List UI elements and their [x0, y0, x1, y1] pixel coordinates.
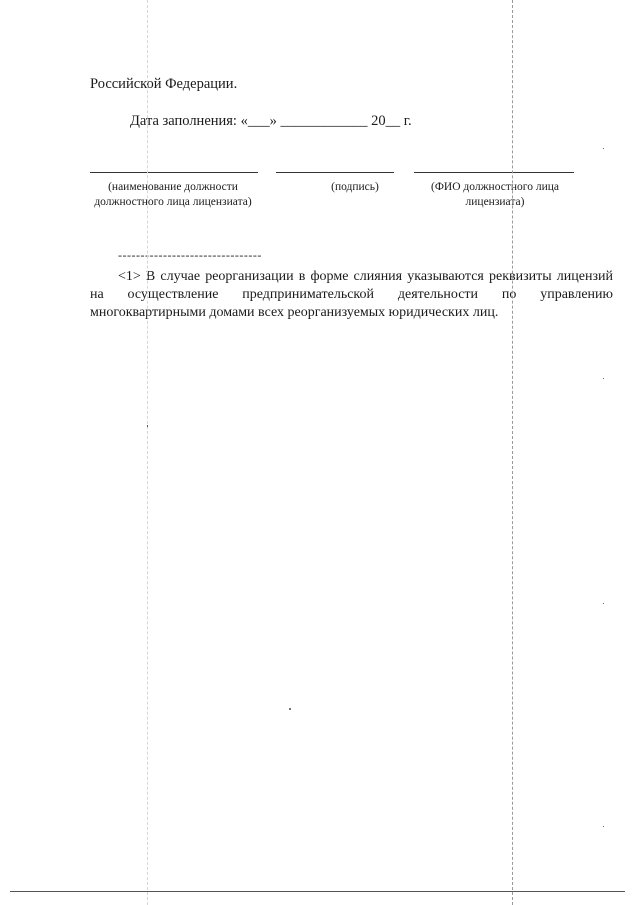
scan-speck	[603, 826, 604, 827]
scan-artifact-faint-line	[147, 0, 148, 905]
position-signature-line	[90, 172, 258, 173]
scan-artifact-vertical-line	[512, 0, 513, 905]
signature-line	[276, 172, 394, 173]
signature-caption: (подпись)	[331, 181, 379, 193]
position-caption: (наименование должности должностного лица лицензиата)	[94, 181, 252, 208]
name-caption: (ФИО должностного лица лицензиата)	[431, 181, 559, 208]
scan-speck	[603, 378, 604, 379]
scan-artifact-bottom-edge	[10, 891, 625, 892]
country-text: Российской Федерации.	[90, 76, 238, 92]
footnote-separator: --------------------------------	[118, 248, 262, 262]
footnote-text: <1> В случае реорганизации в форме слияния указываются реквизиты лицензий на осуществление предпринимательской деятельности по управлению многоквартирными домами всех реорганизуемых юридических лиц.	[90, 269, 613, 320]
scan-speck	[603, 603, 604, 604]
date-filled-line: Дата заполнения: «___» ____________ 20__ г.	[130, 113, 412, 129]
name-signature-line	[414, 172, 574, 173]
scan-speck	[289, 708, 291, 710]
scan-speck	[603, 148, 604, 149]
scan-speck	[147, 425, 148, 427]
